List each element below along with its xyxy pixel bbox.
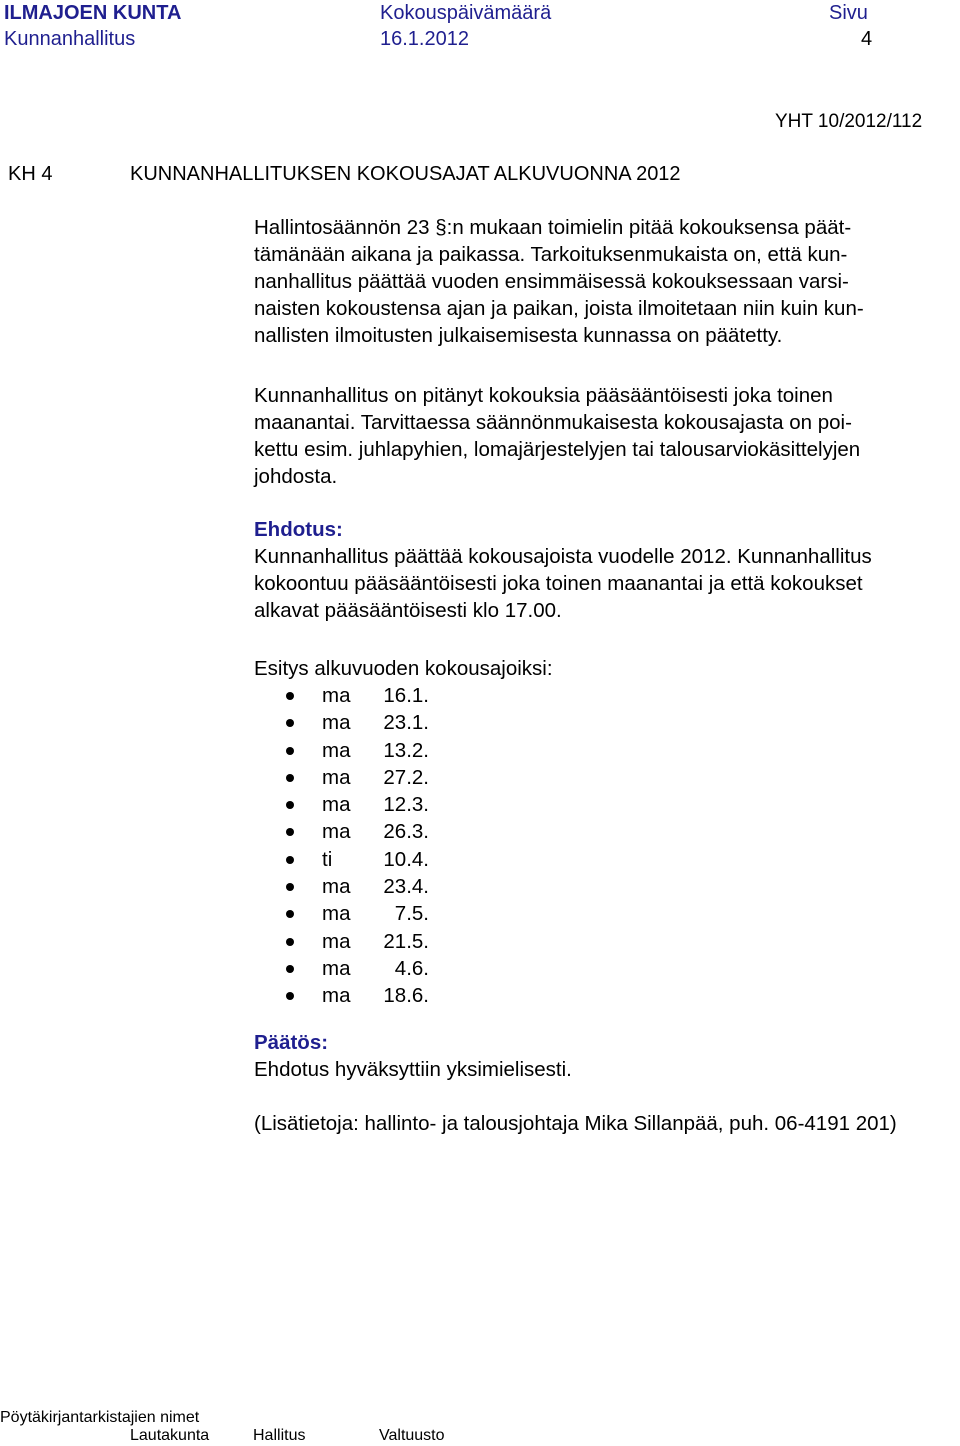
bullet-icon [286, 883, 294, 891]
text-line: Hallintosäännön 23 §:n mukaan toimielin pitää kokouksensa päät- [254, 216, 852, 239]
text-line: naisten kokoustensa ajan ja paikan, joista ilmoitetaan niin kuin kun- [254, 297, 864, 320]
weekday: ti [322, 847, 333, 871]
weekday: ma [322, 820, 351, 844]
weekday: ma [322, 793, 351, 817]
text-line: alkavat pääsääntöisesti klo 17.00. [254, 599, 562, 622]
meeting-date: 21.5. [383, 929, 429, 953]
text-line: maanantai. Tarvittaessa säännönmukaisesta kokousajasta on poi- [254, 411, 852, 434]
weekday: ma [322, 902, 351, 926]
meeting-date: 18.6. [383, 984, 429, 1008]
decision-label: Päätös: [254, 1031, 329, 1054]
paragraph-intro [254, 214, 954, 349]
text-line: nanhallitus päättää vuoden ensimmäisessä kokouksessaan varsi- [254, 270, 849, 293]
meeting-date: 10.4. [383, 847, 429, 871]
bullet-icon [286, 719, 294, 727]
text-line: johdosta. [254, 465, 338, 488]
bullet-icon [286, 910, 294, 918]
weekday: ma [322, 929, 351, 953]
org-name: ILMAJOEN KUNTA [4, 2, 182, 24]
meeting-date: 12.3. [383, 793, 429, 817]
proposal-section [254, 516, 954, 624]
weekday: ma [322, 711, 351, 735]
meeting-date: 23.1. [383, 711, 429, 735]
bullet-icon [286, 747, 294, 755]
weekday: ma [322, 765, 351, 789]
page-number: 4 [861, 28, 873, 50]
date-value: 16.1.2012 [380, 28, 469, 50]
date-label: Kokouspäivämäärä [380, 2, 552, 24]
decision-text: Ehdotus hyväksyttiin yksimielisesti. [254, 1058, 572, 1081]
footer-col-hallitus: Hallitus [253, 1427, 306, 1444]
bullet-icon [286, 801, 294, 809]
bullet-icon [286, 692, 294, 700]
weekday: ma [322, 984, 351, 1008]
item-number: KH 4 [8, 163, 53, 185]
text-line: tämänään aikana ja paikassa. Tarkoituksenmukaista on, että kun- [254, 243, 848, 266]
weekday: ma [322, 956, 351, 980]
weekday: ma [322, 875, 351, 899]
bullet-icon [286, 992, 294, 1000]
page-label: Sivu [829, 2, 868, 24]
decision-section [254, 1029, 954, 1083]
meeting-date: 7.5. [394, 902, 429, 926]
meeting-date: 26.3. [383, 820, 429, 844]
more-info: (Lisätietoja: hallinto- ja talousjohtaja Mika Sillanpää, puh. 06-4191 201) [254, 1112, 897, 1135]
meeting-date: 23.4. [383, 875, 429, 899]
schedule-heading: Esitys alkuvuoden kokousajoiksi: [254, 657, 553, 680]
text-line: Kunnanhallitus päättää kokousajoista vuodelle 2012. Kunnanhallitus [254, 545, 872, 568]
text-line: Kunnanhallitus on pitänyt kokouksia pääsääntöisesti joka toinen [254, 384, 833, 407]
meeting-date: 13.2. [383, 738, 429, 762]
meeting-date: 4.6. [394, 956, 429, 980]
proposal-label: Ehdotus: [254, 518, 343, 541]
text-line: nallisten ilmoitusten julkaisemisesta kunnassa on päätetty. [254, 324, 783, 347]
footer-title: Pöytäkirjantarkistajien nimet [0, 1409, 200, 1426]
weekday: ma [322, 738, 351, 762]
footer-col-lautakunta: Lautakunta [130, 1427, 210, 1444]
bullet-icon [286, 938, 294, 946]
body-name: Kunnanhallitus [4, 28, 136, 50]
paragraph-background [254, 382, 954, 490]
item-title: KUNNANHALLITUKSEN KOKOUSAJAT ALKUVUONNA 2012 [130, 163, 681, 185]
text-line: kokoontuu pääsääntöisesti joka toinen maanantai ja että kokoukset [254, 572, 863, 595]
bullet-icon [286, 828, 294, 836]
bullet-icon [286, 774, 294, 782]
weekday: ma [322, 684, 351, 707]
bullet-icon [286, 965, 294, 973]
text-line: kettu esim. juhlapyhien, lomajärjestelyjen tai talousarviokäsittelyjen [254, 438, 861, 461]
reference-number: YHT 10/2012/112 [775, 111, 923, 132]
meeting-date: 16.1. [383, 684, 429, 707]
footer-col-valtuusto: Valtuusto [379, 1427, 445, 1444]
meeting-date: 27.2. [383, 765, 429, 789]
bullet-icon [286, 856, 294, 864]
